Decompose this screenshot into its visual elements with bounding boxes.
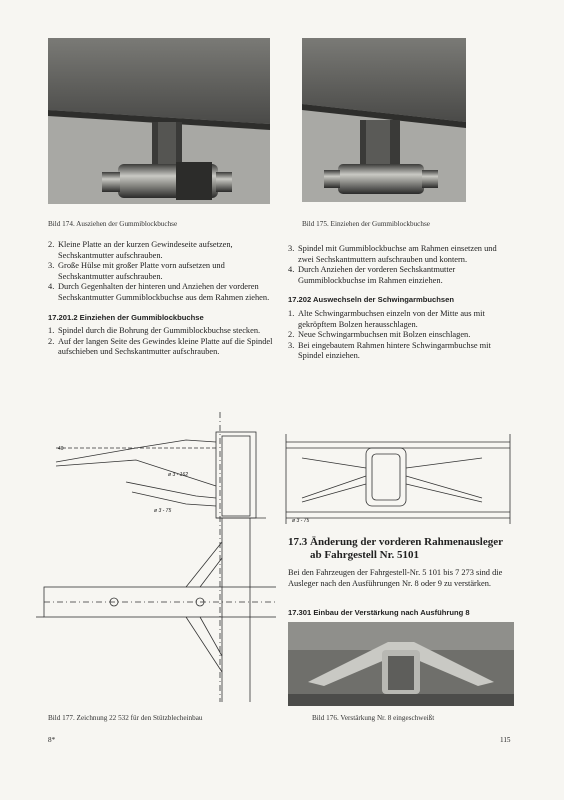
section-17-3-body: Bei den Fahrzeugen der Fahrgestell-Nr. 5 101 bis 7 273 sind die Ausleger nach den Ausführungen Nr. 8 oder 9 zu verstärken.: [288, 568, 503, 588]
list-item: 2. Neue Schwingarmbuchsen mit Bolzen einschlagen.: [288, 330, 471, 340]
photo-bild-174: [48, 38, 270, 204]
section-17-301-heading: 17.301 Einbau der Verstärkung nach Ausführung 8: [288, 608, 470, 617]
drawing-label-d2: ø 3 - 75: [154, 508, 172, 514]
left-steps: [48, 240, 274, 304]
left-section-steps: [48, 326, 274, 358]
left-column: [48, 240, 274, 358]
list-item: 2. Kleine Platte an der kurzen Gewindeseite aufsetzen, Sechskantmutter aufschrauben.: [48, 240, 233, 260]
section-17-3-heading: [288, 536, 518, 562]
drawing-reinforcement: [282, 432, 514, 528]
photo-bild-176: [288, 622, 514, 706]
photo-bild-175: [302, 38, 466, 202]
list-item: 1. Spindel durch die Bohrung der Gummiblockbuchse stecken.: [48, 326, 261, 336]
drawing-right-label-d1: ø 3 - 75: [292, 518, 310, 524]
drawing-bild-177: [36, 412, 276, 702]
page-number: 115: [500, 736, 511, 744]
drawing-label-d1: ø 3 - 162: [168, 472, 189, 478]
list-item: 3. Spindel mit Gummiblockbuchse am Rahmen einsetzen und zwei Sechskantmuttern aufschrauben und kontern.: [288, 244, 497, 264]
list-item: 4. Durch Anziehen der vorderen Sechskantmutter Gummiblockbuchse im Rahmen einziehen.: [288, 265, 456, 285]
section-17-3-heading-line1: 17.3 Änderung der vorderen Rahmenausleger: [288, 536, 504, 548]
right-steps: [288, 244, 514, 286]
caption-bild-177: Bild 177. Zeichnung 22 532 für den Stützblecheinbau: [48, 714, 203, 722]
caption-bild-176: Bild 176. Verstärkung Nr. 8 eingeschweißt: [312, 714, 435, 722]
list-item: 4. Durch Gegenhalten der hinteren und Anziehen der vorderen Sechskantmutter Gummiblockbuchse aus dem Rahmen ziehen.: [48, 282, 270, 302]
section-heading-17-201-2: 17.201.2 Einziehen der Gummiblockbuchse: [48, 312, 204, 322]
list-item: 2. Auf der langen Seite des Gewindes kleine Platte auf die Spindel aufschieben und Sechskantmutter aufschrauben.: [48, 336, 273, 357]
caption-bild-174: Bild 174. Ausziehen der Gummiblockbuchse: [48, 220, 178, 228]
right-column: [288, 244, 514, 362]
drawing-label-d3: 40: [58, 446, 64, 452]
section-17-3-heading-line2: ab Fahrgestell Nr. 5101: [310, 549, 419, 561]
list-item: 3. Bei eingebautem Rahmen hintere Schwingarmbuchse mit Spindel einziehen.: [288, 340, 491, 361]
right-section-steps: [288, 309, 514, 362]
footer-left-mark: 8*: [48, 736, 56, 744]
section-heading-17-202: 17.202 Auswechseln der Schwingarmbuchsen: [288, 295, 454, 305]
list-item: 3. Große Hülse mit großer Platte vorn aufsetzen und Sechskantmutter aufschrauben.: [48, 261, 225, 281]
list-item: 1. Alte Schwingarmbuchsen einzeln von der Mitte aus mit gekröpftem Bolzen herausschlagen.: [288, 308, 485, 329]
caption-bild-175: Bild 175. Einziehen der Gummiblockbuchse: [302, 220, 430, 228]
